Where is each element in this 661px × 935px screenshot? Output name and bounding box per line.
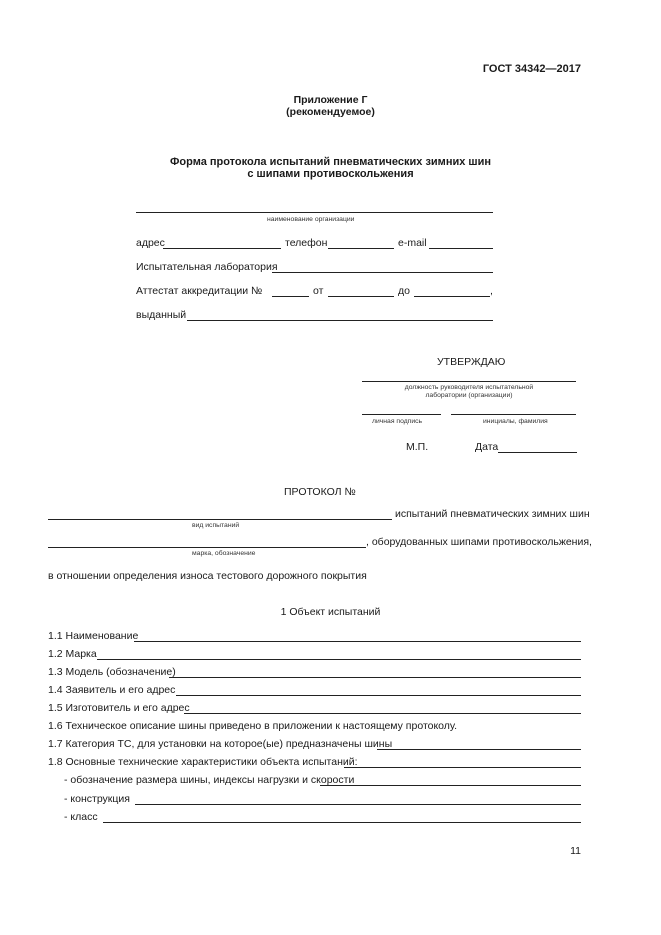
- appendix-subtitle: (рекомендуемое): [286, 106, 375, 118]
- item-1-6-text: 1.6 Техническое описание шины приведено в приложении к настоящему протоколу.: [48, 720, 458, 732]
- stamp-label: М.П.: [406, 441, 429, 453]
- form-title-line1: Форма протокола испытаний пневматических зимних шин: [170, 156, 491, 168]
- form-title-line2: с шипами противоскольжения: [247, 168, 414, 180]
- approve-title: УТВЕРЖДАЮ: [437, 356, 506, 368]
- approver-position-field[interactable]: [362, 381, 576, 382]
- issued-field[interactable]: [187, 320, 493, 321]
- item-1-7-label: 1.7 Категория ТС, для установки на которое(ые) предназначены шины: [48, 738, 393, 750]
- test-type-caption: вид испытаний: [192, 522, 240, 529]
- email-label: e-mail: [398, 237, 427, 249]
- appendix-title: Приложение Г: [293, 94, 368, 106]
- approver-position-caption-2: лаборатории (организации): [425, 392, 513, 399]
- item-1-7-field[interactable]: [377, 749, 581, 750]
- date-label: Дата: [475, 441, 499, 453]
- issued-label: выданный: [136, 309, 187, 321]
- item-1-5-field[interactable]: [184, 713, 581, 714]
- item-1-1-field[interactable]: [134, 641, 581, 642]
- address-label: адрес: [136, 237, 165, 249]
- sub-size-label: - обозначение размера шины, индексы нагрузки и скорости: [64, 774, 355, 786]
- item-1-1-label: 1.1 Наименование: [48, 630, 139, 642]
- attestat-to-field[interactable]: [414, 296, 490, 297]
- email-field[interactable]: [429, 248, 493, 249]
- attestat-from-label: от: [313, 285, 324, 297]
- attestat-to-label: до: [398, 285, 410, 297]
- item-1-4-label: 1.4 Заявитель и его адрес: [48, 684, 176, 696]
- address-field[interactable]: [163, 248, 281, 249]
- organization-name-caption: наименование организации: [267, 216, 355, 223]
- attestat-number-field[interactable]: [272, 296, 309, 297]
- phone-label: телефон: [285, 237, 328, 249]
- item-1-5-label: 1.5 Изготовитель и его адрес: [48, 702, 190, 714]
- item-1-8-label: 1.8 Основные технические характеристики объекта испытаний:: [48, 756, 358, 768]
- sub-construction-field[interactable]: [135, 804, 581, 805]
- name-caption: инициалы, фамилия: [483, 418, 548, 425]
- sub-class-field[interactable]: [103, 822, 581, 823]
- sub-construction-label: - конструкция: [64, 793, 130, 805]
- organization-name-field[interactable]: [136, 212, 493, 213]
- protocol-line3: в отношении определения износа тестового дорожного покрытия: [48, 570, 367, 582]
- phone-field[interactable]: [328, 248, 394, 249]
- item-1-4-field[interactable]: [176, 695, 581, 696]
- brand-designation-field[interactable]: [48, 547, 366, 548]
- sub-size-field[interactable]: [320, 785, 581, 786]
- protocol-line2-suffix: , оборудованных шипами противоскольжения,: [366, 536, 592, 548]
- protocol-title: ПРОТОКОЛ №: [284, 486, 356, 498]
- approver-signature-field[interactable]: [362, 414, 441, 415]
- item-1-2-field[interactable]: [97, 659, 581, 660]
- section1-title: 1 Объект испытаний: [280, 606, 381, 618]
- sub-class-label: - класс: [64, 811, 98, 823]
- approver-name-field[interactable]: [451, 414, 576, 415]
- date-field[interactable]: [498, 452, 577, 453]
- test-type-field[interactable]: [48, 519, 392, 520]
- signature-caption: личная подпись: [372, 418, 423, 425]
- item-1-3-label: 1.3 Модель (обозначение): [48, 666, 176, 678]
- item-1-8-field[interactable]: [344, 767, 581, 768]
- attestat-from-field[interactable]: [328, 296, 394, 297]
- protocol-line1-suffix: испытаний пневматических зимних шин: [395, 508, 590, 520]
- standard-number: ГОСТ 34342—2017: [482, 63, 581, 75]
- page-number: 11: [570, 845, 581, 857]
- attestat-label: Аттестат аккредитации №: [136, 285, 263, 297]
- approver-position-caption-1: должность руководителя испытательной: [404, 384, 534, 391]
- brand-designation-caption: марка, обозначение: [192, 550, 256, 557]
- item-1-2-label: 1.2 Марка: [48, 648, 97, 660]
- lab-label: Испытательная лаборатория: [136, 261, 278, 273]
- lab-field[interactable]: [272, 272, 493, 273]
- item-1-3-field[interactable]: [169, 677, 581, 678]
- attestat-comma: ,: [490, 285, 493, 297]
